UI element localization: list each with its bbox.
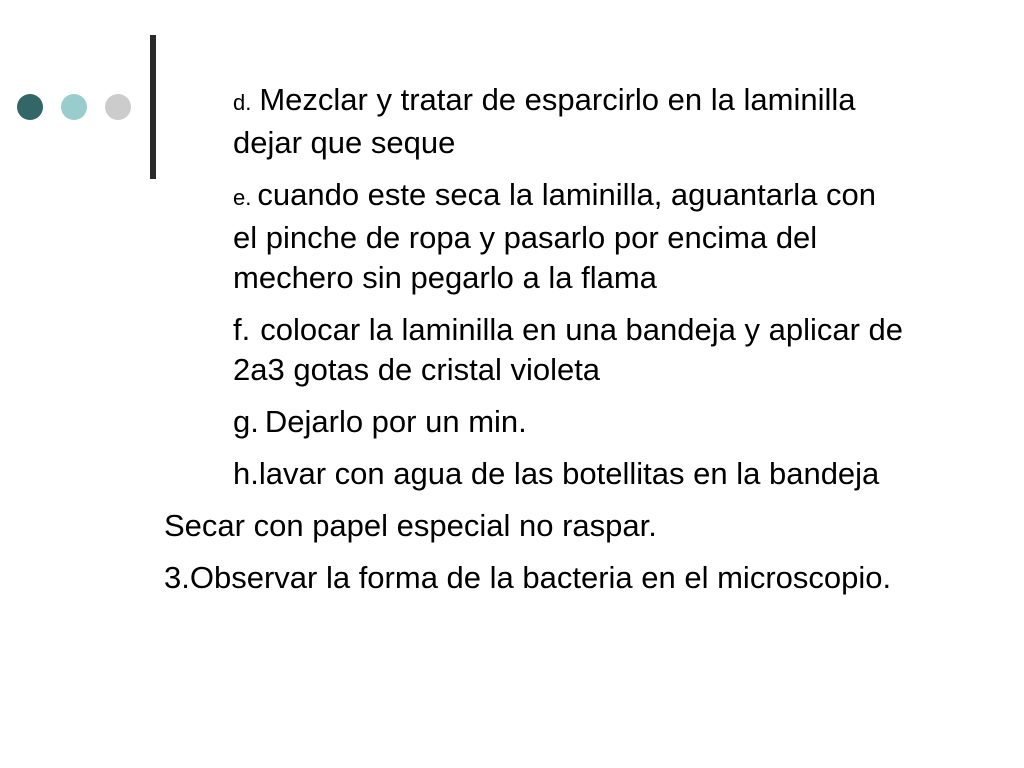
list-item-text: cuando este seca la laminilla, aguantarla con el pinche de ropa y pasarlo por encima del mechero sin pegarlo a la flama	[233, 177, 877, 295]
outer-item-observar	[0, 558, 1024, 598]
list-item-text: colocar la laminilla en una bandeja y aplicar de 2a3 gotas de cristal violeta	[233, 312, 904, 387]
outer-item-secar	[0, 506, 1024, 546]
list-item-d	[0, 80, 1024, 163]
list-item-f	[0, 310, 1024, 390]
slide-body	[0, 80, 1024, 598]
list-marker: e.	[233, 185, 252, 210]
list-marker: f.	[233, 312, 251, 347]
list-marker: h.	[233, 456, 259, 491]
list-item-h	[0, 454, 1024, 494]
list-item-g	[0, 402, 1024, 442]
outer-item-text: 3.Observar la forma de la bacteria en el microscopio.	[164, 560, 892, 595]
list-item-e	[0, 175, 1024, 298]
list-item-text: Mezclar y tratar de esparcirlo en la laminilla dejar que seque	[233, 82, 856, 160]
list-marker: d.	[233, 90, 252, 115]
outer-item-text: Secar con papel especial no raspar.	[164, 508, 657, 543]
list-item-text: Dejarlo por un min.	[264, 404, 527, 439]
list-marker: g.	[233, 404, 259, 439]
list-item-text: lavar con agua de las botellitas en la bandeja	[258, 456, 880, 491]
